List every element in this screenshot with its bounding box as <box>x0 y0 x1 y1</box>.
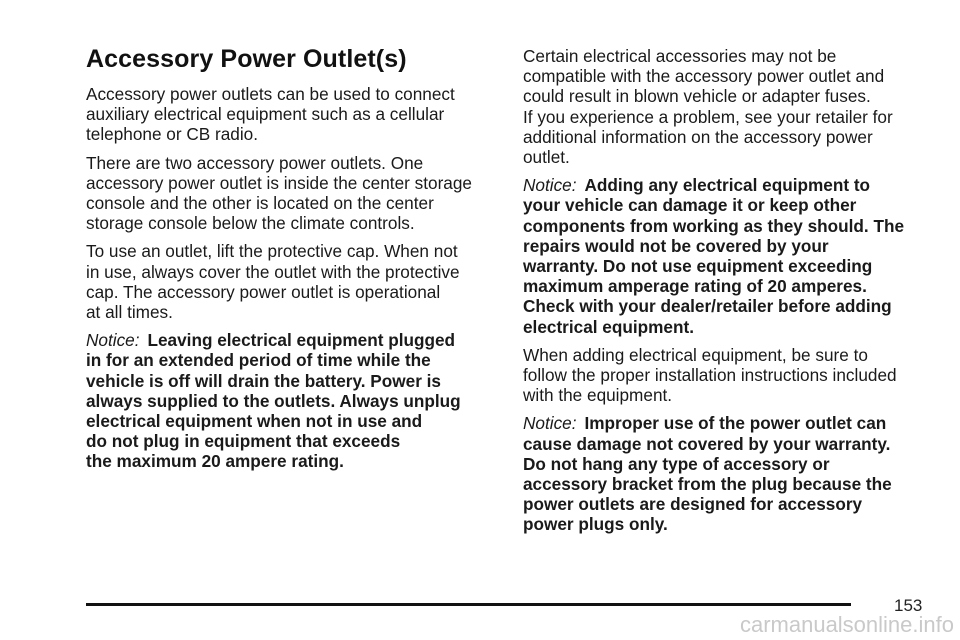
compatibility-paragraph: Certain electrical accessories may not be compatible with the accessory power outlet and could result in blown vehicle or adapter fuses. If you experience a problem, see your retailer for additional information on the accessory power outlet. <box>523 46 893 168</box>
page-number: 153 <box>894 596 923 615</box>
notice-text: Improper use of the power outlet can cause damage not covered by your warranty. Do not hang any type of accessory or accessory bracket from the plug because the power outlets are designed for accessory power plugs only. <box>523 413 892 535</box>
watermark: carmanualsonline.info <box>739 612 954 637</box>
notice-text: Adding any electrical equipment to your vehicle can damage it or keep other components from working as they should. The repairs would not be covered by your warranty. Do not use equipment exceeding maximum amperage rating of 20 amperes. Check with your dealer/retailer before adding electrical equipment. <box>523 175 905 337</box>
notice-label: Notice: <box>523 413 577 434</box>
outlet-use-notice <box>523 413 923 534</box>
footer-rule <box>86 603 851 606</box>
usage-paragraph: To use an outlet, lift the protective cap. When not in use, always cover the outlet with the protective cap. The accessory power outlet is operational at all times. <box>86 241 460 323</box>
left-column <box>86 44 496 480</box>
page-title: Accessory Power Outlet(s) <box>86 45 407 73</box>
intro-paragraph: Accessory power outlets can be used to connect auxiliary electrical equipment such as a cellular telephone or CB radio. <box>86 84 455 145</box>
battery-notice <box>86 330 496 471</box>
right-column <box>523 46 923 543</box>
notice-label: Notice: <box>86 330 140 351</box>
outlet-locations-paragraph: There are two accessory power outlets. One accessory power outlet is inside the center storage console and the other is located on the center storage console below the climate controls. <box>86 152 472 234</box>
notice-label: Notice: <box>523 175 577 196</box>
notice-text: Leaving electrical equipment plugged in for an extended period of time while the vehicle is off will drain the battery. Power is always supplied to the outlets. Always unplug electrical equipment when not in use and do not plug in equipment that exceeds the maximum 20 ampere rating. <box>86 330 461 472</box>
equipment-notice <box>523 175 923 337</box>
installation-paragraph: When adding electrical equipment, be sure to follow the proper installation instructions included with the equipment. <box>523 344 897 406</box>
